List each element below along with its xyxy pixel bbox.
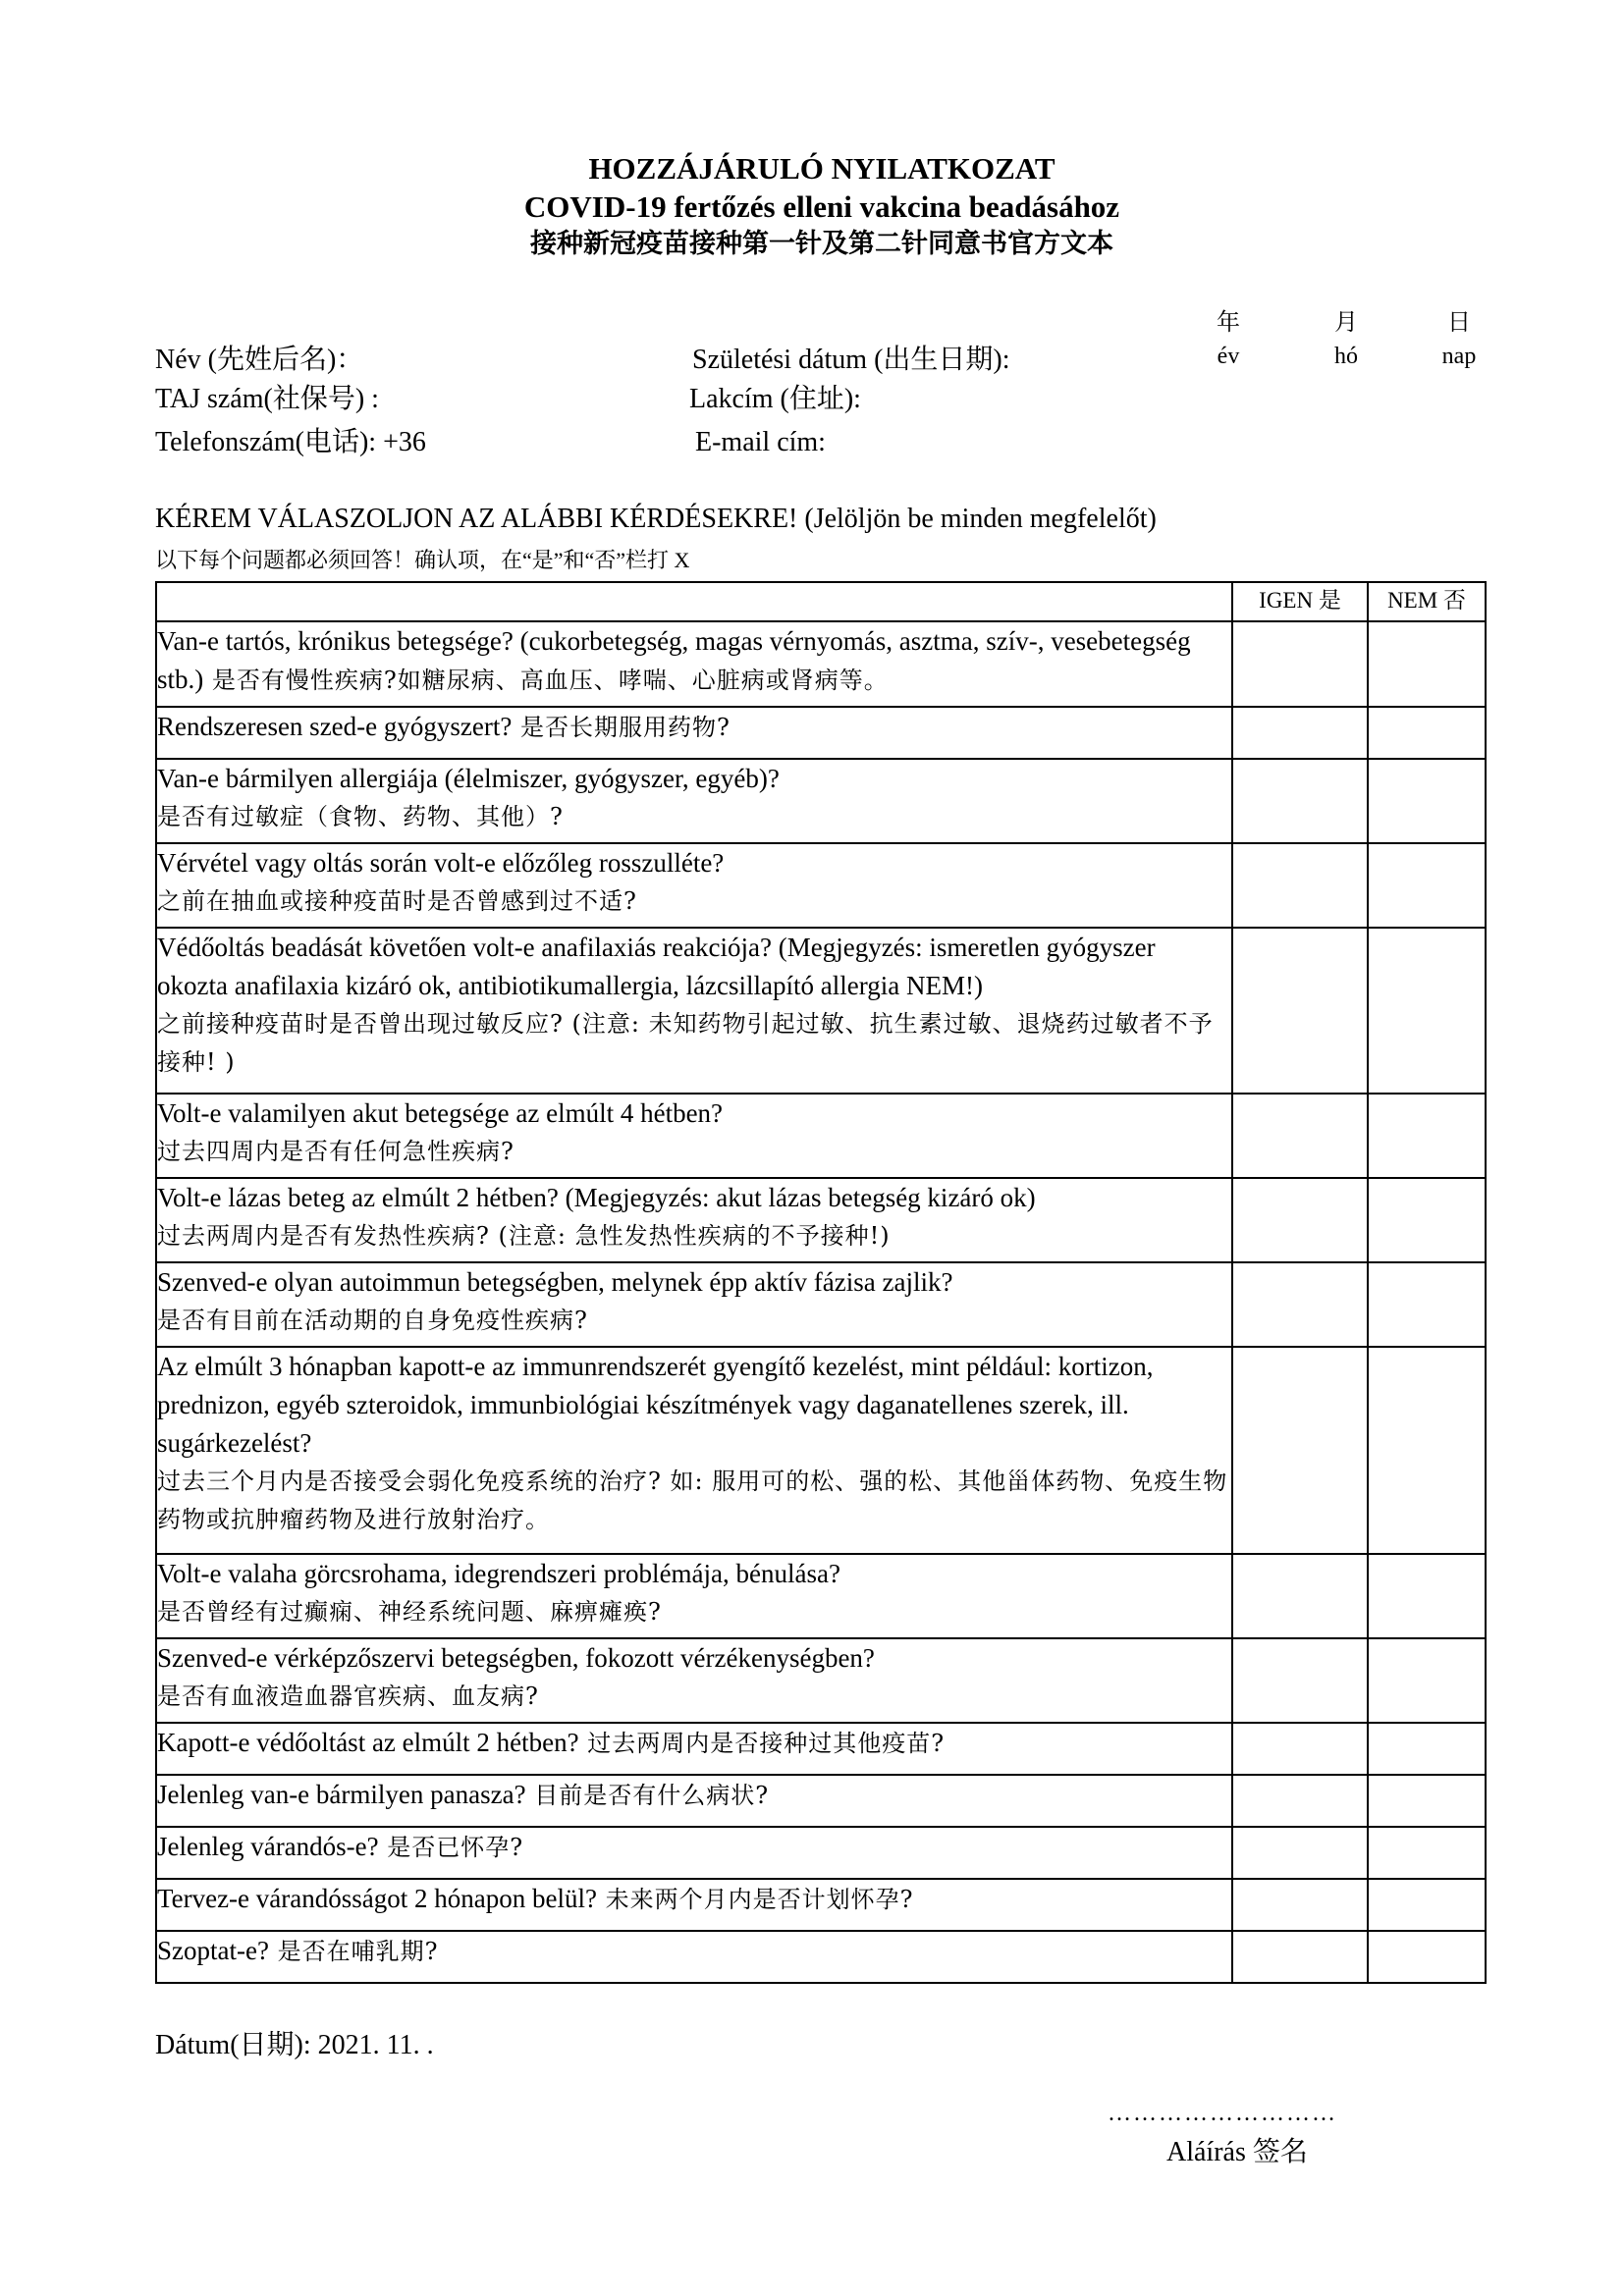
question-text-hu: Jelenleg van-e bármilyen panasza?: [157, 1780, 526, 1809]
question-cell: [156, 1723, 1232, 1775]
answer-yes-cell[interactable]: [1232, 759, 1368, 843]
answer-yes-cell[interactable]: [1232, 1347, 1368, 1554]
question-cell: [156, 707, 1232, 759]
question-cell: [156, 843, 1232, 928]
answer-yes-cell[interactable]: [1232, 843, 1368, 928]
table-row: [156, 1638, 1486, 1723]
question-text-zh: 之前接种疫苗时是否曾出现过敏反应? (注意: 未知药物引起过敏、抗生素过敏、退烧药过敏者不予接种! ): [157, 1010, 1214, 1076]
question-cell: [156, 1931, 1232, 1983]
birth-date-field-label: Születési dátum (出生日期):: [692, 345, 1010, 375]
question-text-hu: Van-e tartós, krónikus betegsége? (cukorbetegség, magas vérnyomás, asztma, szív-, vesebetegség stb.): [157, 626, 1191, 694]
taj-field-label: TAJ szám(社保号) :: [155, 384, 379, 414]
document-subtitle: COVID-19 fertőzés elleni vakcina beadásához: [523, 189, 1120, 224]
question-text-zh: 是否曾经有过癫痫、神经系统问题、麻痹瘫痪?: [157, 1598, 662, 1626]
answer-no-cell[interactable]: [1368, 1931, 1486, 1983]
question-cell: [156, 1178, 1232, 1262]
answer-yes-cell[interactable]: [1232, 1554, 1368, 1638]
question-text-hu: Szenved-e olyan autoimmun betegségben, melynek épp aktív fázisa zajlik?: [157, 1267, 953, 1297]
question-text-hu: Volt-e lázas beteg az elmúlt 2 hétben? (Megjegyzés: akut lázas betegség kizáró ok): [157, 1183, 1036, 1212]
date-day-label: nap: [1441, 344, 1477, 369]
date-day-zh-label: 日: [1447, 310, 1471, 336]
table-row: [156, 1262, 1486, 1347]
question-text-hu: Van-e bármilyen allergiája (élelmiszer, gyógyszer, egyéb)?: [157, 764, 780, 793]
signature-line: ………………………: [1108, 2101, 1337, 2126]
question-text-zh: 过去四周内是否有任何急性疾病?: [157, 1138, 514, 1165]
question-text-zh: 是否在哺乳期?: [268, 1938, 439, 1965]
table-row: [156, 1178, 1486, 1262]
document-title: HOZZÁJÁRULÓ NYILATKOZAT: [588, 151, 1056, 186]
table-row: [156, 759, 1486, 843]
date-field-label: Dátum(日期): 2021. 11. .: [155, 2030, 434, 2060]
table-row: [156, 1827, 1486, 1879]
table-row: [156, 928, 1486, 1094]
answer-no-cell[interactable]: [1368, 759, 1486, 843]
question-cell: [156, 759, 1232, 843]
question-text-zh: 之前在抽血或接种疫苗时是否曾感到过不适?: [157, 887, 637, 915]
questionnaire-table: [155, 581, 1487, 1984]
date-month-label: hó: [1334, 344, 1358, 369]
table-row: [156, 1879, 1486, 1931]
answer-no-cell[interactable]: [1368, 1094, 1486, 1178]
answer-yes-cell[interactable]: [1232, 1879, 1368, 1931]
question-cell: [156, 1638, 1232, 1723]
question-text-zh: 是否有血液造血器官疾病、血友病?: [157, 1682, 539, 1710]
date-month-zh-label: 月: [1334, 310, 1358, 336]
question-text-hu: Szenved-e vérképzőszervi betegségben, fokozott vérzékenységben?: [157, 1643, 875, 1673]
answer-yes-cell[interactable]: [1232, 928, 1368, 1094]
answer-no-cell[interactable]: [1368, 928, 1486, 1094]
table-row: [156, 1931, 1486, 1983]
question-cell: [156, 621, 1232, 707]
answer-no-cell[interactable]: [1368, 1262, 1486, 1347]
answer-yes-cell[interactable]: [1232, 1262, 1368, 1347]
column-header-yes: IGEN 是: [1232, 582, 1368, 621]
answer-no-cell[interactable]: [1368, 707, 1486, 759]
table-row: [156, 1347, 1486, 1554]
question-cell: [156, 1262, 1232, 1347]
question-text-hu: Védőoltás beadását követően volt-e anafilaxiás reakciója? (Megjegyzés: ismeretlen gyógyszer okozta anafilaxia kizáró ok, antibiotikumallergia, lázcsillapító allergia NEM!): [157, 933, 1156, 1000]
question-text-zh: 过去两周内是否有发热性疾病? (注意: 急性发热性疾病的不予接种!): [157, 1222, 891, 1250]
question-text-zh: 是否有过敏症（食物、药物、其他）?: [157, 803, 564, 830]
answer-no-cell[interactable]: [1368, 1347, 1486, 1554]
question-text-zh: 是否长期服用药物?: [512, 714, 731, 741]
question-text-zh: 未来两个月内是否计划怀孕?: [596, 1886, 914, 1913]
question-cell: [156, 1879, 1232, 1931]
answer-no-cell[interactable]: [1368, 1775, 1486, 1827]
column-header-no: NEM 否: [1368, 582, 1486, 621]
date-year-label: év: [1217, 344, 1240, 369]
question-text-hu: Vérvétel vagy oltás során volt-e előzőleg rosszulléte?: [157, 848, 725, 878]
document-header: [0, 149, 1624, 263]
answer-no-cell[interactable]: [1368, 843, 1486, 928]
instructions-zh: 以下每个问题都必须回答！确认项，在“是”和“否”栏打 X: [155, 548, 690, 572]
question-text-hu: Tervez-e várandósságot 2 hónapon belül?: [157, 1884, 597, 1913]
answer-no-cell[interactable]: [1368, 1723, 1486, 1775]
question-text-hu: Kapott-e védőoltást az elmúlt 2 hétben?: [157, 1728, 579, 1757]
question-text-zh: 是否有慢性疾病?如糖尿病、高血压、哮喘、心脏病或肾病等。: [203, 667, 889, 694]
document-subtitle-zh: 接种新冠疫苗接种第一针及第二针同意书官方文本: [530, 229, 1113, 259]
email-field-label: E-mail cím:: [695, 427, 826, 457]
answer-yes-cell[interactable]: [1232, 1094, 1368, 1178]
answer-no-cell[interactable]: [1368, 621, 1486, 707]
question-text-hu: Az elmúlt 3 hónapban kapott-e az immunrendszerét gyengítő kezelést, mint például: kortizon, prednizon, egyéb szteroidok, immunbiológiai készítmények vagy daganatellenes szerek, ill. sugárkezelést?: [157, 1352, 1154, 1458]
question-cell: [156, 928, 1232, 1094]
question-text-zh: 目前是否有什么病状?: [525, 1782, 770, 1809]
answer-no-cell[interactable]: [1368, 1827, 1486, 1879]
answer-yes-cell[interactable]: [1232, 707, 1368, 759]
phone-field-label: Telefonszám(电话): +36: [155, 427, 426, 457]
date-year-zh-label: 年: [1217, 310, 1240, 336]
question-text-zh: 是否有目前在活动期的自身免疫性疾病?: [157, 1307, 588, 1334]
answer-yes-cell[interactable]: [1232, 621, 1368, 707]
answer-yes-cell[interactable]: [1232, 1827, 1368, 1879]
answer-no-cell[interactable]: [1368, 1638, 1486, 1723]
table-row: [156, 621, 1486, 707]
question-text-zh: 过去两周内是否接种过其他疫苗?: [578, 1730, 946, 1757]
question-text-hu: Jelenleg várandós-e?: [157, 1832, 379, 1861]
answer-no-cell[interactable]: [1368, 1879, 1486, 1931]
instructions-hu: KÉREM VÁLASZOLJON AZ ALÁBBI KÉRDÉSEKRE! (Jelöljön be minden megfelelőt): [155, 504, 1157, 534]
question-text-hu: Volt-e valamilyen akut betegsége az elmúlt 4 hétben?: [157, 1098, 724, 1128]
address-field-label: Lakcím (住址):: [689, 384, 861, 414]
name-field-label: Név (先姓后名)：: [155, 345, 364, 375]
table-row: [156, 1723, 1486, 1775]
question-cell: [156, 1347, 1232, 1554]
question-cell: [156, 1554, 1232, 1638]
question-text-hu: Szoptat-e?: [157, 1936, 269, 1965]
table-row: [156, 1554, 1486, 1638]
answer-no-cell[interactable]: [1368, 1554, 1486, 1638]
table-header-question-cell: [156, 582, 1232, 621]
answer-yes-cell[interactable]: [1232, 1931, 1368, 1983]
answer-yes-cell[interactable]: [1232, 1178, 1368, 1262]
question-cell: [156, 1775, 1232, 1827]
answer-yes-cell[interactable]: [1232, 1723, 1368, 1775]
answer-yes-cell[interactable]: [1232, 1638, 1368, 1723]
question-text-hu: Rendszeresen szed-e gyógyszert?: [157, 712, 513, 741]
question-text-zh: 是否已怀孕?: [378, 1834, 524, 1861]
table-row: [156, 1775, 1486, 1827]
signature-label: Aláírás 签名: [1166, 2137, 1308, 2167]
question-text-hu: Volt-e valaha görcsrohama, idegrendszeri problémája, bénulása?: [157, 1559, 840, 1588]
table-row: [156, 843, 1486, 928]
question-text-zh: 过去三个月内是否接受会弱化免疫系统的治疗? 如: 服用可的松、强的松、其他甾体药物、免疫生物药物或抗肿瘤药物及进行放射治疗。: [157, 1468, 1228, 1533]
answer-yes-cell[interactable]: [1232, 1775, 1368, 1827]
table-row: [156, 1094, 1486, 1178]
question-cell: [156, 1827, 1232, 1879]
table-row: [156, 707, 1486, 759]
question-cell: [156, 1094, 1232, 1178]
table-header-row: [156, 582, 1486, 621]
answer-no-cell[interactable]: [1368, 1178, 1486, 1262]
